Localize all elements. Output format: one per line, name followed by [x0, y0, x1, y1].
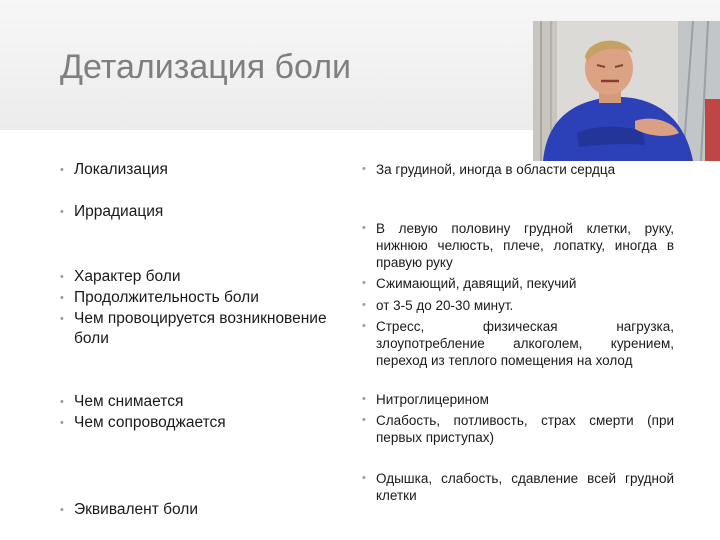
list-item — [60, 160, 330, 180]
left-item-label: Чем провоцируется возникновение боли — [74, 310, 327, 347]
list-item — [60, 202, 330, 222]
right-item-text: Нитроглицерином — [376, 392, 489, 407]
bullet: • — [60, 504, 64, 516]
left-item-label: Характер боли — [74, 268, 181, 285]
left-item-label: Иррадиация — [74, 203, 164, 220]
list-item — [362, 161, 674, 178]
bullet: • — [362, 277, 366, 289]
right-item-text: Одышка, слабость, сдавление всей грудной клетки — [376, 471, 674, 503]
list-item — [60, 392, 330, 412]
list-item — [60, 267, 330, 287]
bullet: • — [362, 393, 366, 405]
bullet: • — [60, 164, 64, 176]
right-item-text: Сжимающий, давящий, пекучий — [376, 276, 577, 291]
left-item-label: Локализация — [74, 161, 168, 178]
bullet: • — [60, 417, 64, 429]
bullet: • — [362, 414, 366, 426]
bullet: • — [60, 206, 64, 218]
list-item — [60, 500, 330, 520]
bullet: • — [362, 472, 366, 484]
slide-title: Детализация боли — [60, 48, 352, 86]
list-item — [60, 309, 330, 349]
list-item — [362, 470, 674, 504]
left-item-label: Продолжительность боли — [74, 289, 259, 306]
bullet: • — [60, 313, 64, 325]
right-item-text: Стресс, физическая нагрузка, злоупотребление алкоголем, курением, переход из теплого помещения на холод — [376, 319, 674, 368]
right-item-text: от 3-5 до 20-30 минут. — [376, 298, 514, 313]
bullet: • — [60, 271, 64, 283]
right-item-text: За грудиной, иногда в области сердца — [376, 162, 616, 177]
left-item-label: Чем снимается — [74, 393, 184, 410]
list-item — [362, 275, 674, 292]
left-item-label: Эквивалент боли — [74, 501, 198, 518]
list-item — [60, 413, 330, 433]
bullet: • — [362, 320, 366, 332]
list-item — [60, 288, 330, 308]
bullet: • — [60, 396, 64, 408]
bullet: • — [362, 163, 366, 175]
list-item — [362, 318, 674, 369]
list-item — [362, 391, 674, 408]
bullet: • — [362, 222, 366, 234]
photo-man-chest-pain — [533, 21, 720, 161]
list-item — [362, 220, 674, 271]
left-item-label: Чем сопроводжается — [74, 414, 226, 431]
list-item — [362, 297, 674, 314]
bullet: • — [362, 299, 366, 311]
right-item-text: Слабость, потливость, страх смерти (при первых приступах) — [376, 413, 674, 445]
right-item-text: В левую половину грудной клетки, руку, нижнюю челюсть, плече, лопатку, иногда в правую руку — [376, 221, 674, 270]
list-item — [362, 412, 674, 446]
bullet: • — [60, 292, 64, 304]
